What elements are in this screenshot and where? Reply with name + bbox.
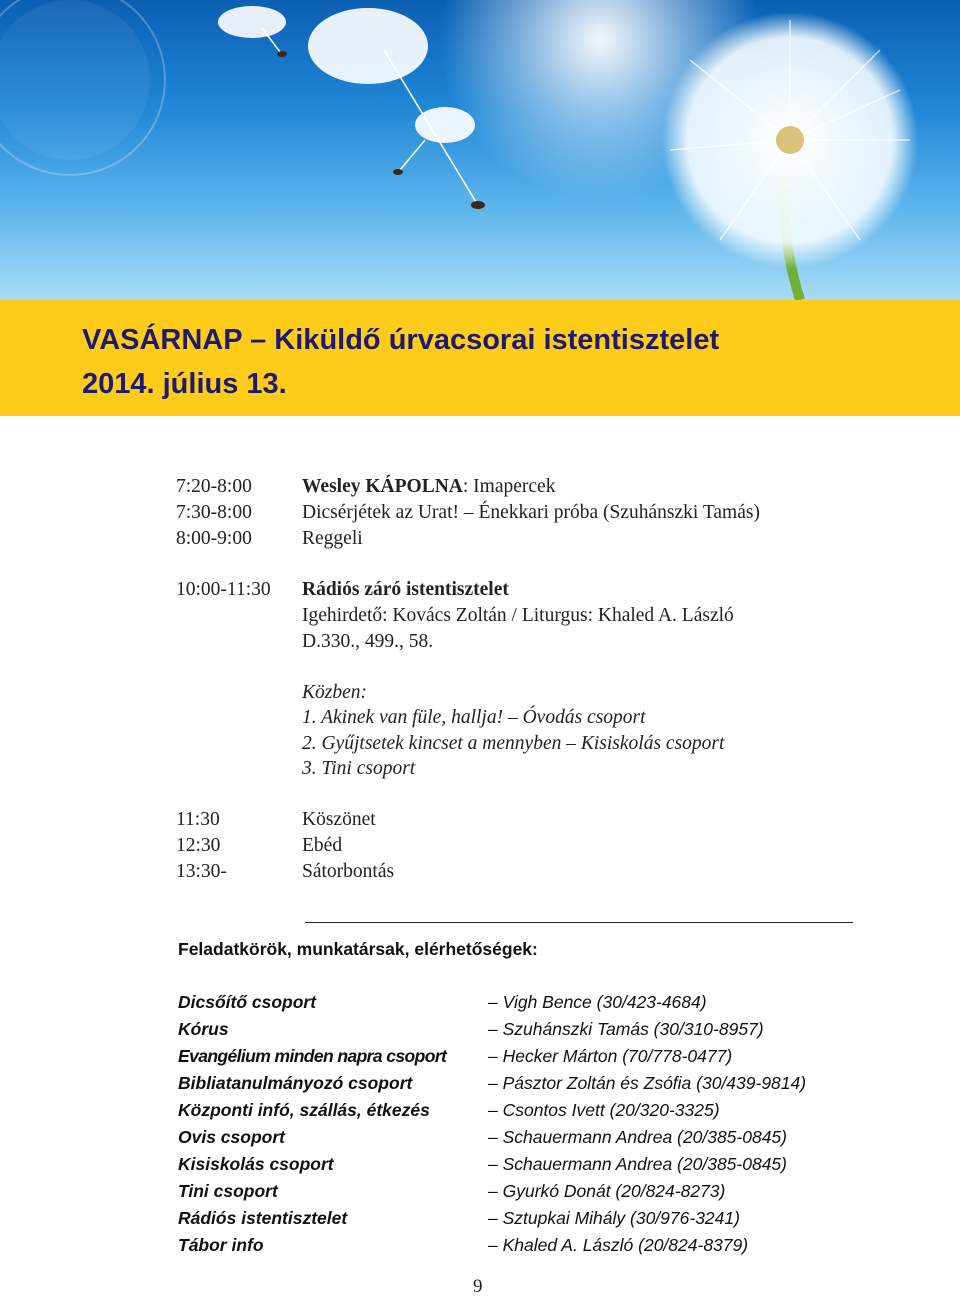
- contact-info: – Szuhánszki Tamás (30/310-8957): [488, 1019, 764, 1039]
- schedule-item-bold: Wesley KÁPOLNA: [302, 476, 463, 497]
- contact-role: Tábor info: [178, 1235, 264, 1255]
- kozben-item: 3. Tini csoport: [302, 758, 416, 779]
- contacts-heading: Feladatkörök, munkatársak, elérhetőségek:: [178, 939, 538, 959]
- contact-info: – Gyurkó Donát (20/824-8273): [488, 1181, 726, 1201]
- schedule-time: 7:20-8:00: [176, 476, 252, 497]
- schedule-item: Reggeli: [302, 528, 363, 549]
- schedule-item: Ebéd: [302, 835, 343, 856]
- schedule-item: Rádiós záró istentisztelet: [302, 579, 509, 600]
- page-number: 9: [473, 1276, 483, 1297]
- kozben-item: 2. Gyűjtsetek kincset a mennyben – Kisiskolás csoport: [302, 733, 725, 754]
- contact-role: Ovis csoport: [178, 1127, 285, 1147]
- schedule-item: [302, 476, 555, 498]
- schedule-time: 10:00-11:30: [176, 579, 271, 600]
- contact-info: – Sztupkai Mihály (30/976-3241): [488, 1208, 740, 1228]
- schedule-item: Sátorbontás: [302, 861, 395, 882]
- contact-role: Kisiskolás csoport: [178, 1154, 334, 1174]
- kozben-label: Közben:: [302, 682, 367, 703]
- schedule-item: Köszönet: [302, 809, 376, 830]
- contact-role: Dicsőítő csoport: [178, 992, 317, 1012]
- contact-info: – Vigh Bence (30/423-4684): [488, 992, 707, 1012]
- dandelion-sky-image: [0, 0, 960, 300]
- schedule-detail: Igehirdető: Kovács Zoltán / Liturgus: Khaled A. László: [302, 605, 734, 626]
- schedule-time: 13:30-: [176, 861, 227, 882]
- schedule-time: 12:30: [176, 835, 221, 856]
- contact-role: Kórus: [178, 1019, 229, 1039]
- schedule-time: 8:00-9:00: [176, 528, 252, 549]
- contact-role: Bibliatanulmányozó csoport: [178, 1073, 413, 1093]
- contact-role: Rádiós istentisztelet: [178, 1208, 348, 1228]
- contact-role: Központi infó, szállás, étkezés: [178, 1100, 430, 1120]
- schedule-item: Dicsérjétek az Urat! – Énekkari próba (Szuhánszki Tamás): [302, 502, 760, 523]
- contact-info: – Khaled A. László (20/824-8379): [488, 1235, 749, 1255]
- contact-info: – Pásztor Zoltán és Zsófia (30/439-9814): [488, 1073, 807, 1093]
- kozben-item: 1. Akinek van füle, hallja! – Óvodás csoport: [302, 707, 646, 728]
- schedule-detail: D.330., 499., 58.: [302, 631, 434, 652]
- contact-info: – Schauermann Andrea (20/385-0845): [488, 1154, 787, 1174]
- schedule-item-rest: : Imapercek: [462, 476, 556, 497]
- contact-role: Tini csoport: [178, 1181, 278, 1201]
- banner-image: [0, 0, 960, 300]
- page-date: 2014. július 13.: [82, 368, 287, 400]
- contact-info: – Hecker Márton (70/778-0477): [488, 1046, 733, 1066]
- contact-role: Evangélium minden napra csoport: [178, 1046, 447, 1066]
- divider-line: [305, 922, 853, 923]
- contact-info: – Csontos Ivett (20/320-3325): [488, 1100, 720, 1120]
- schedule-time: 7:30-8:00: [176, 502, 252, 523]
- contact-info: – Schauermann Andrea (20/385-0845): [488, 1127, 787, 1147]
- schedule-time: 11:30: [176, 809, 220, 830]
- page-title: VASÁRNAP – Kiküldő úrvacsorai istentisztelet: [82, 324, 720, 356]
